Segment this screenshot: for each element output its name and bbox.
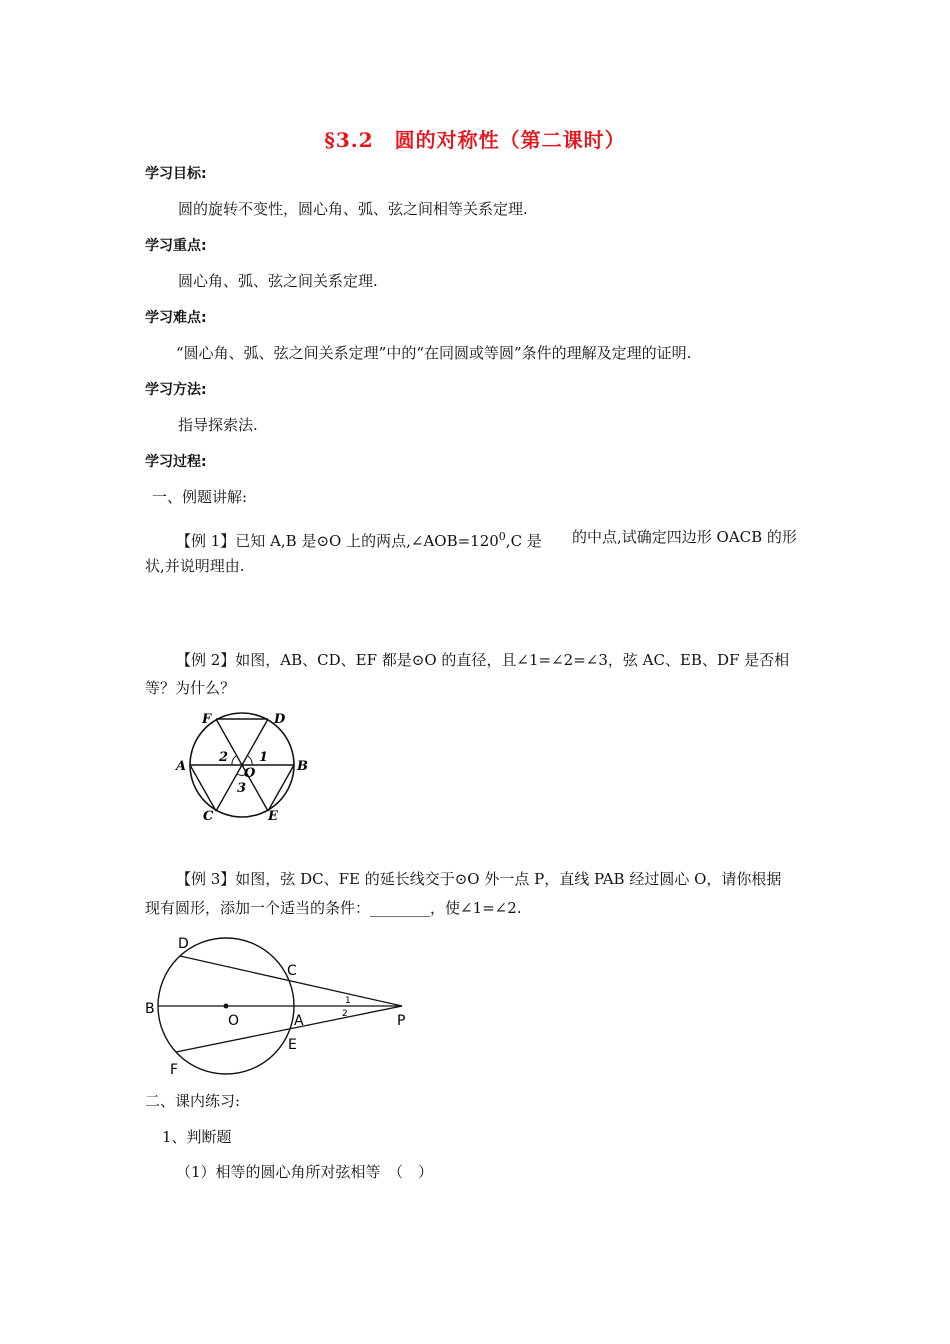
method-heading: 学习方法:	[145, 382, 207, 398]
question1-item1: （1）相等的圆心角所对弦相等 （ ）	[176, 1163, 434, 1181]
example1-text-a: 【例 1】已知 A,B 是⊙O 上的两点,∠AOB=120	[176, 532, 499, 550]
label-F: F	[202, 712, 212, 727]
label-D: D	[178, 936, 189, 952]
method-text: 指导探索法.	[178, 416, 258, 434]
angle-label-3: 3	[237, 781, 247, 796]
difficulty-text: “圆心角、弧、弦之间关系定理”中的“在同圆或等圆”条件的理解及定理的证明.	[176, 344, 692, 362]
label-E: E	[268, 809, 278, 824]
label-D: D	[274, 712, 286, 727]
example1-line1-end: 的中点,试确定四边形 OACB 的形	[572, 528, 797, 546]
example1-line1	[176, 527, 542, 551]
goal-heading: 学习目标:	[145, 166, 207, 182]
label-A: A	[176, 759, 187, 774]
question1-heading: 1、判断题	[162, 1128, 232, 1146]
example1-text-b: ,C 是	[505, 532, 542, 550]
part1-heading: 一、例题讲解:	[152, 488, 248, 506]
example3-line1: 【例 3】如图，弦 DC、FE 的延长线交于⊙O 外一点 P，直线 PAB 经过圆心 O，请你根据	[176, 870, 782, 888]
label-C: C	[287, 963, 297, 979]
label-P: P	[397, 1013, 406, 1029]
example1-line2: 状,并说明理由.	[145, 557, 245, 575]
key-heading: 学习重点:	[145, 238, 207, 254]
process-heading: 学习过程:	[145, 454, 207, 470]
label-O: O	[244, 766, 256, 781]
part2-heading: 二、课内练习:	[145, 1092, 241, 1110]
key-text: 圆心角、弧、弦之间关系定理.	[178, 272, 378, 290]
angle-label-1: 1	[345, 996, 351, 1006]
page-title: §3.2 圆的对称性（第二课时）	[324, 128, 626, 152]
goal-text: 圆的旋转不变性，圆心角、弧、弦之间相等关系定理.	[178, 200, 528, 218]
angle-label-2: 2	[342, 1009, 348, 1019]
label-O: O	[228, 1013, 240, 1029]
degree-mark: 0	[498, 530, 506, 543]
label-C: C	[203, 809, 214, 824]
difficulty-heading: 学习难点:	[145, 310, 207, 326]
angle-label-1: 1	[259, 750, 269, 765]
label-A: A	[294, 1013, 304, 1029]
example2-line1: 【例 2】如图，AB、CD、EF 都是⊙O 的直径，且∠1=∠2=∠3，弦 AC、EB、DF 是否相	[176, 651, 790, 669]
label-E: E	[288, 1037, 297, 1053]
example3-line2: 现有圆形，添加一个适当的条件：________，使∠1=∠2.	[145, 899, 522, 917]
figure-circle-secants	[140, 930, 420, 1080]
figure-circle-diameters	[170, 705, 320, 825]
label-B: B	[297, 759, 308, 774]
label-F: F	[170, 1062, 179, 1078]
label-B: B	[145, 1001, 155, 1017]
angle-label-2: 2	[219, 750, 229, 765]
example2-line2: 等？为什么？	[145, 679, 236, 697]
